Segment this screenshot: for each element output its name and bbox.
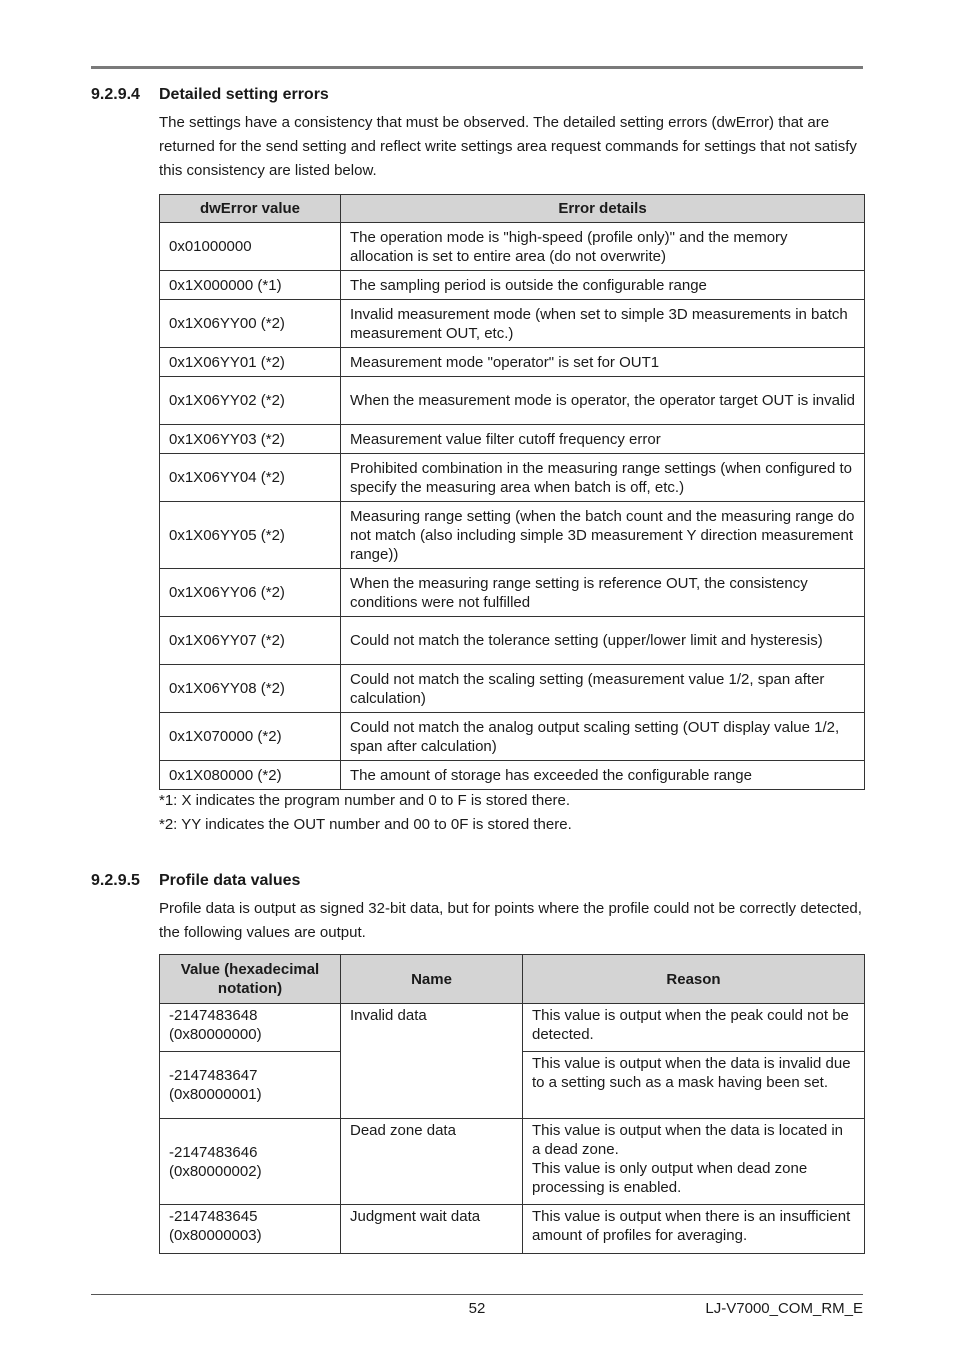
name-cell: Invalid data [341,1004,523,1119]
error-value-cell: 0x1X000000 (*1) [160,271,341,300]
reason-cell: This value is output when the data is located in a dead zone. This value is only output when dead zone processing is enabled. [523,1119,865,1205]
table-header-row [160,195,865,223]
footnote-1: *1: X indicates the program number and 0 to F is stored there. [159,792,571,809]
table-row [160,1004,865,1052]
error-details-cell: Could not match the tolerance setting (upper/lower limit and hysteresis) [341,617,865,665]
profile-values-table [159,954,865,1254]
value-cell: -2147483647 (0x80000001) [160,1052,341,1119]
error-value-cell: 0x1X06YY08 (*2) [160,665,341,713]
value-cell: -2147483645 (0x80000003) [160,1205,341,1254]
dwerror-table [159,194,865,790]
table-row [160,1205,865,1254]
table-header-row [160,955,865,1004]
column-header: Error details [341,195,865,223]
document-id: LJ-V7000_COM_RM_E [705,1300,863,1317]
table-row [160,271,865,300]
error-value-cell: 0x1X06YY04 (*2) [160,454,341,502]
section-heading-detailed-setting-errors [91,86,329,104]
reason-cell: This value is output when the data is invalid due to a setting such as a mask having been set. [523,1052,865,1119]
section-number: 9.2.9.5 [91,872,140,889]
table-row [160,761,865,790]
value-cell: -2147483646 (0x80000002) [160,1119,341,1205]
top-rule [91,66,863,69]
column-header: dwError value [160,195,341,223]
name-cell: Dead zone data [341,1119,523,1205]
section-title: Profile data values [159,872,301,889]
error-details-cell: Could not match the scaling setting (measurement value 1/2, span after calculation) [341,665,865,713]
table-row [160,617,865,665]
error-value-cell: 0x1X06YY03 (*2) [160,425,341,454]
error-details-cell: Prohibited combination in the measuring range settings (when configured to specify the measuring area when batch is off, etc.) [341,454,865,502]
error-value-cell: 0x1X06YY05 (*2) [160,502,341,569]
error-value-cell: 0x1X06YY01 (*2) [160,348,341,377]
reason-cell: This value is output when there is an insufficient amount of profiles for averaging. [523,1205,865,1254]
table-row [160,300,865,348]
error-value-cell: 0x1X070000 (*2) [160,713,341,761]
page-number: 52 [468,1300,486,1317]
footnote-2: *2: YY indicates the OUT number and 00 to 0F is stored there. [159,816,572,833]
table-row [160,569,865,617]
section-heading-profile-data-values [91,872,300,890]
error-details-cell: When the measurement mode is operator, the operator target OUT is invalid [341,377,865,425]
error-value-cell: 0x1X06YY00 (*2) [160,300,341,348]
table-row [160,1119,865,1205]
error-details-cell: Invalid measurement mode (when set to simple 3D measurements in batch measurement OUT, etc.) [341,300,865,348]
value-cell: -2147483648 (0x80000000) [160,1004,341,1052]
error-details-cell: Measuring range setting (when the batch count and the measuring range do not match (also including simple 3D measurement Y direction measurement range)) [341,502,865,569]
reason-cell: This value is output when the peak could not be detected. [523,1004,865,1052]
error-details-cell: The amount of storage has exceeded the configurable range [341,761,865,790]
error-details-cell: The operation mode is "high-speed (profile only)" and the memory allocation is set to entire area (do not overwrite) [341,223,865,271]
column-header: Name [341,955,523,1004]
error-details-cell: Measurement mode "operator" is set for OUT1 [341,348,865,377]
table-row [160,713,865,761]
error-details-cell: Measurement value filter cutoff frequency error [341,425,865,454]
column-header: Reason [523,955,865,1004]
table-row [160,348,865,377]
column-header: Value (hexadecimal notation) [160,955,341,1004]
name-cell: Judgment wait data [341,1205,523,1254]
section-intro: Profile data is output as signed 32-bit data, but for points where the profile could not be correctly detected, the following values are output. [159,900,862,941]
error-value-cell: 0x1X06YY07 (*2) [160,617,341,665]
error-value-cell: 0x1X06YY06 (*2) [160,569,341,617]
error-value-cell: 0x01000000 [160,223,341,271]
error-value-cell: 0x1X080000 (*2) [160,761,341,790]
error-details-cell: Could not match the analog output scaling setting (OUT display value 1/2, span after calculation) [341,713,865,761]
section-number: 9.2.9.4 [91,86,140,103]
section-title: Detailed setting errors [159,86,329,103]
error-details-cell: The sampling period is outside the configurable range [341,271,865,300]
error-value-cell: 0x1X06YY02 (*2) [160,377,341,425]
bottom-rule [91,1294,863,1295]
table-row [160,425,865,454]
table-row [160,223,865,271]
table-row [160,377,865,425]
error-details-cell: When the measuring range setting is reference OUT, the consistency conditions were not fulfilled [341,569,865,617]
table-row [160,502,865,569]
table-row [160,454,865,502]
section-intro: The settings have a consistency that must be observed. The detailed setting errors (dwError) that are returned for the send setting and reflect write settings area request commands for settings that not satisfy this consistency are listed below. [159,114,857,179]
table-row [160,665,865,713]
